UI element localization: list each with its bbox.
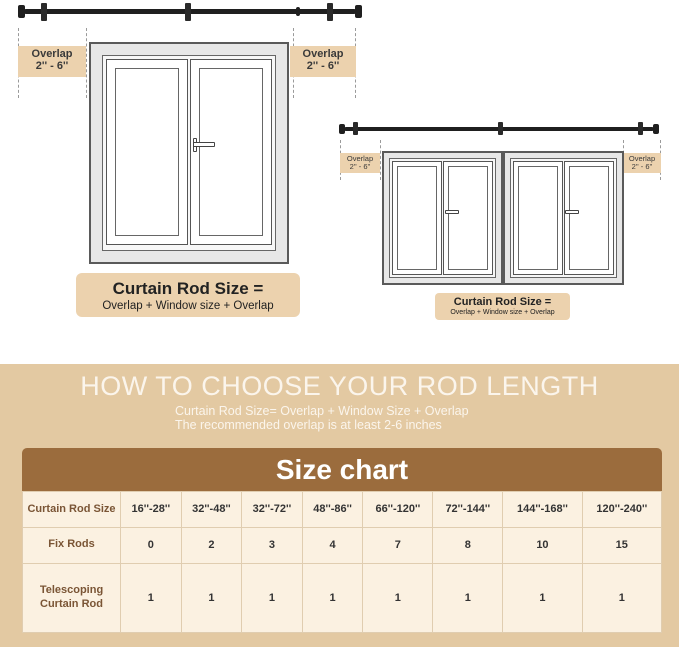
telescoping-cell: 1 — [302, 563, 363, 632]
telescoping-cell: 1 — [582, 563, 661, 632]
telescoping-cell: 1 — [433, 563, 503, 632]
overlap-tag-right — [290, 46, 356, 77]
overlap-range: 2'' - 6'' — [349, 161, 371, 171]
size-chart-table — [22, 491, 662, 633]
rod-joint — [296, 7, 300, 16]
overlap-range: 2'' - 6'' — [631, 161, 653, 171]
rod-bracket-center — [185, 3, 191, 21]
overlap-guide-line — [380, 140, 381, 180]
fix-rods-cell: 7 — [363, 527, 433, 563]
size-cell: 16''-28'' — [121, 492, 182, 528]
rod-bracket-right — [638, 122, 643, 135]
window-pane — [397, 166, 437, 270]
telescoping-cell: 1 — [181, 563, 242, 632]
telescoping-rod-label: Telescoping Curtain Rod — [23, 563, 121, 632]
size-chart-title: Size chart — [22, 448, 662, 491]
rod-finial-left — [339, 124, 345, 134]
size-header-label: Curtain Rod Size — [23, 492, 121, 528]
window-handle-icon — [445, 210, 459, 214]
overlap-tag-right-small — [623, 153, 661, 173]
telescoping-cell: 1 — [363, 563, 433, 632]
fix-rods-cell: 4 — [302, 527, 363, 563]
rod-bracket-left — [353, 122, 358, 135]
rod-bracket-left — [41, 3, 47, 21]
rod-bracket-right — [327, 3, 333, 21]
fix-rods-cell: 10 — [503, 527, 582, 563]
window-pane — [448, 166, 488, 270]
window-handle-lever — [193, 142, 215, 147]
overlap-range: 2'' - 6'' — [306, 59, 340, 72]
fix-rods-label: Fix Rods — [23, 527, 121, 563]
rod-bracket-center — [498, 122, 503, 135]
formula-subtitle: Overlap + Window size + Overlap — [102, 300, 274, 312]
section-title: HOW TO CHOOSE YOUR ROD LENGTH — [80, 371, 599, 401]
overlap-guide-line — [86, 28, 87, 98]
telescoping-cell: 1 — [242, 563, 303, 632]
size-cell: 120''-240'' — [582, 492, 661, 528]
formula-title: Curtain Rod Size = — [112, 279, 264, 298]
size-cell: 48''-86'' — [302, 492, 363, 528]
table-row — [23, 492, 662, 528]
overlap-label: Overlap — [628, 154, 656, 163]
overlap-label: Overlap — [302, 48, 344, 60]
formula-title: Curtain Rod Size = — [453, 296, 552, 308]
rod-finial-right — [355, 5, 362, 18]
fix-rods-cell: 8 — [433, 527, 503, 563]
window-pane — [518, 166, 558, 270]
formula-box-large — [76, 273, 300, 317]
rod-finial-left — [18, 5, 25, 18]
size-cell: 72''-144'' — [433, 492, 503, 528]
window-handle-icon — [565, 210, 579, 214]
fix-rods-cell: 3 — [242, 527, 303, 563]
overlap-tag-left — [18, 46, 86, 77]
window-pane-left — [115, 68, 179, 236]
section-line-1: Curtain Rod Size= Overlap + Window Size + Overlap — [175, 404, 469, 418]
rod-finial-right — [653, 124, 659, 134]
size-cell: 32''-72'' — [242, 492, 303, 528]
telescoping-cell: 1 — [121, 563, 182, 632]
fix-rods-cell: 2 — [181, 527, 242, 563]
overlap-tag-left-small — [340, 153, 380, 173]
fix-rods-cell: 15 — [582, 527, 661, 563]
overlap-range: 2'' - 6'' — [35, 59, 69, 72]
window-pane — [569, 166, 609, 270]
size-cell: 32''-48'' — [181, 492, 242, 528]
telescoping-cell: 1 — [503, 563, 582, 632]
formula-box-small — [435, 293, 570, 320]
formula-subtitle: Overlap + Window size + Overlap — [450, 309, 555, 316]
window-pane-right — [199, 68, 263, 236]
size-cell: 144''-168'' — [503, 492, 582, 528]
table-row — [23, 527, 662, 563]
table-row — [23, 563, 662, 632]
section-line-2: The recommended overlap is at least 2-6 inches — [175, 418, 442, 432]
size-cell: 66''-120'' — [363, 492, 433, 528]
overlap-label: Overlap — [31, 48, 73, 60]
overlap-label: Overlap — [346, 154, 374, 163]
fix-rods-cell: 0 — [121, 527, 182, 563]
